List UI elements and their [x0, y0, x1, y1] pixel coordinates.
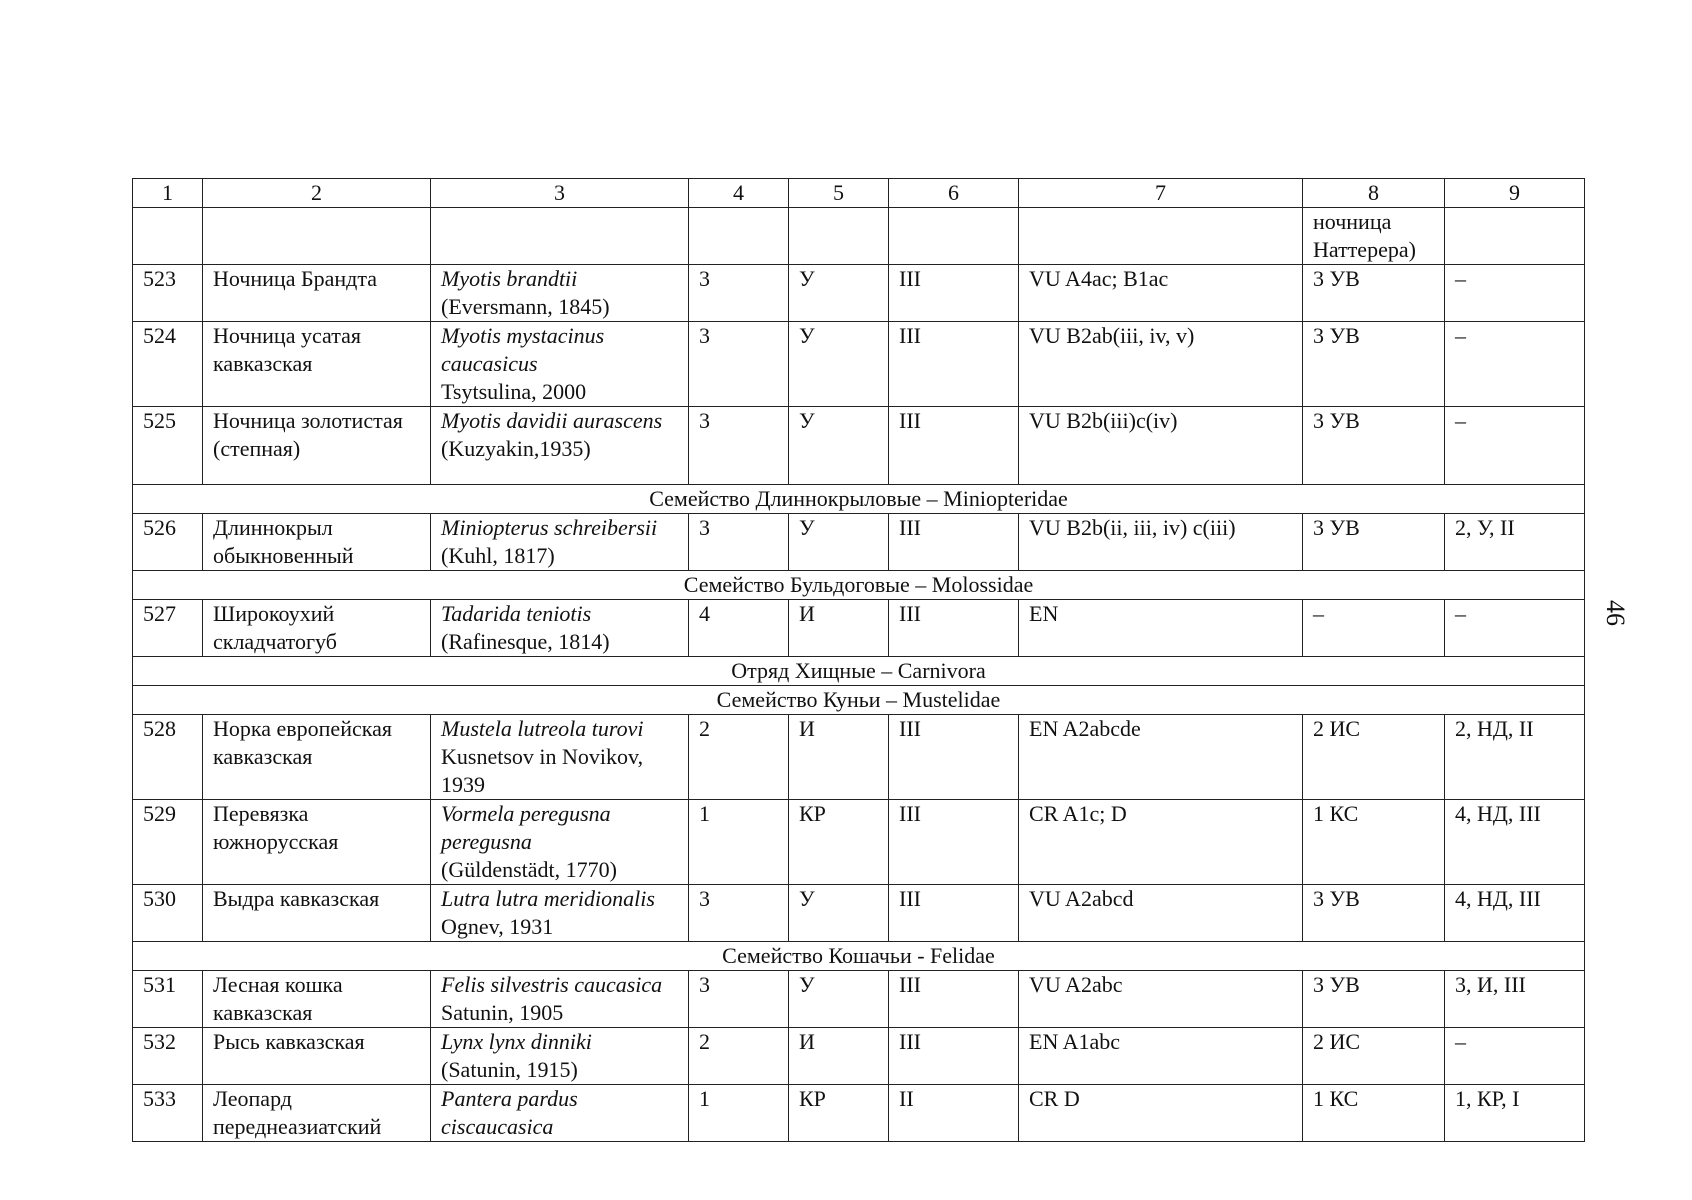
category-cell: 2 [689, 1028, 789, 1085]
priority-cell: II [889, 1085, 1019, 1142]
table-row [133, 514, 1585, 571]
iucn-criteria-cell: CR A1c; D [1019, 800, 1303, 885]
priority-cell [889, 208, 1019, 265]
priority-cell: III [889, 407, 1019, 485]
category-status-cell: 3 УВ [1303, 885, 1445, 942]
status-cell: У [789, 885, 889, 942]
category-cell: 3 [689, 322, 789, 407]
russian-name: Перевязка южнорусская [203, 800, 431, 885]
author-citation: (Satunin, 1915) [441, 1057, 578, 1082]
category-cell: 3 [689, 514, 789, 571]
category-status-cell: ночница Наттерера) [1303, 208, 1445, 265]
section-heading: Отряд Хищные – Carnivora [133, 657, 1585, 686]
latin-name-cell [431, 600, 689, 657]
latin-name: Myotis davidii aurascens [441, 408, 663, 433]
row-number: 525 [133, 407, 203, 485]
category-status-cell: – [1303, 600, 1445, 657]
iucn-criteria-cell: EN A1abc [1019, 1028, 1303, 1085]
status-cell: КР [789, 800, 889, 885]
column-number: 7 [1019, 179, 1303, 208]
row-number: 531 [133, 971, 203, 1028]
russian-name: Ночница Брандта [203, 265, 431, 322]
latin-name: Vormela peregusna peregusna [441, 801, 611, 854]
status-cell: И [789, 715, 889, 800]
russian-name: Выдра кавказская [203, 885, 431, 942]
federal-status-cell: – [1445, 407, 1585, 485]
russian-name: Ночница золотистая (степная) [203, 407, 431, 485]
table-row [133, 600, 1585, 657]
section-heading-row [133, 571, 1585, 600]
federal-status-cell: 2, У, II [1445, 514, 1585, 571]
category-cell: 4 [689, 600, 789, 657]
latin-name: Lynx lynx dinniki [441, 1029, 592, 1054]
federal-status-cell: – [1445, 265, 1585, 322]
column-number: 2 [203, 179, 431, 208]
iucn-criteria-cell: VU A2abcd [1019, 885, 1303, 942]
section-heading-row [133, 485, 1585, 514]
latin-name-cell [431, 514, 689, 571]
russian-name: Ночница усатая кавказская [203, 322, 431, 407]
latin-name: Pantera pardus ciscaucasica [441, 1086, 578, 1139]
column-number: 6 [889, 179, 1019, 208]
federal-status-cell: 4, НД, III [1445, 885, 1585, 942]
table-row [133, 208, 1585, 265]
status-cell: КР [789, 1085, 889, 1142]
row-number: 532 [133, 1028, 203, 1085]
table-row [133, 265, 1585, 322]
column-number: 4 [689, 179, 789, 208]
priority-cell: III [889, 885, 1019, 942]
federal-status-cell: – [1445, 600, 1585, 657]
russian-name: Рысь кавказская [203, 1028, 431, 1085]
federal-status-cell: – [1445, 1028, 1585, 1085]
row-number [133, 208, 203, 265]
latin-name-cell [431, 800, 689, 885]
latin-name-cell [431, 407, 689, 485]
priority-cell: III [889, 514, 1019, 571]
iucn-criteria-cell: EN A2abcde [1019, 715, 1303, 800]
latin-name: Myotis brandtii [441, 266, 578, 291]
row-number: 524 [133, 322, 203, 407]
russian-name [203, 208, 431, 265]
table-row [133, 322, 1585, 407]
column-number: 8 [1303, 179, 1445, 208]
federal-status-cell: 4, НД, III [1445, 800, 1585, 885]
priority-cell: III [889, 1028, 1019, 1085]
priority-cell: III [889, 971, 1019, 1028]
category-cell: 3 [689, 265, 789, 322]
status-cell: У [789, 971, 889, 1028]
latin-name-cell [431, 971, 689, 1028]
row-number: 533 [133, 1085, 203, 1142]
category-cell: 3 [689, 407, 789, 485]
federal-status-cell: 1, КР, I [1445, 1085, 1585, 1142]
iucn-criteria-cell: VU A4ac; B1ac [1019, 265, 1303, 322]
author-citation: Tsytsulina, 2000 [441, 379, 587, 404]
category-status-cell: 3 УВ [1303, 265, 1445, 322]
row-number: 523 [133, 265, 203, 322]
category-cell: 3 [689, 971, 789, 1028]
column-number: 1 [133, 179, 203, 208]
category-cell: 1 [689, 800, 789, 885]
category-cell: 1 [689, 1085, 789, 1142]
russian-name: Длиннокрыл обыкновенный [203, 514, 431, 571]
latin-name: Tadarida teniotis [441, 601, 592, 626]
author-citation: (Kuhl, 1817) [441, 543, 555, 568]
section-heading: Семейство Кошачьи - Felidae [133, 942, 1585, 971]
priority-cell: III [889, 600, 1019, 657]
priority-cell: III [889, 715, 1019, 800]
category-status-cell: 2 ИС [1303, 1028, 1445, 1085]
column-number: 3 [431, 179, 689, 208]
author-citation: Ognev, 1931 [441, 914, 554, 939]
category-cell: 2 [689, 715, 789, 800]
section-heading: Семейство Длиннокрыловые – Miniopteridae [133, 485, 1585, 514]
priority-cell: III [889, 265, 1019, 322]
status-cell: У [789, 514, 889, 571]
iucn-criteria-cell: CR D [1019, 1085, 1303, 1142]
table-row [133, 1028, 1585, 1085]
category-status-cell: 3 УВ [1303, 407, 1445, 485]
author-citation: Kusnetsov in Novikov, 1939 [441, 744, 644, 797]
column-number: 9 [1445, 179, 1585, 208]
page-number: 46 [1601, 600, 1630, 626]
latin-name: Mustela lutreola turovi [441, 716, 644, 741]
column-number: 5 [789, 179, 889, 208]
latin-name-cell [431, 715, 689, 800]
section-heading-row [133, 657, 1585, 686]
iucn-criteria-cell [1019, 208, 1303, 265]
row-number: 528 [133, 715, 203, 800]
latin-name: Miniopterus schreibersii [441, 515, 658, 540]
table-row [133, 885, 1585, 942]
category-status-cell: 3 УВ [1303, 971, 1445, 1028]
author-citation: (Kuzyakin,1935) [441, 436, 591, 461]
category-status-cell: 1 КС [1303, 800, 1445, 885]
table-row [133, 715, 1585, 800]
federal-status-cell: – [1445, 322, 1585, 407]
author-citation: Satunin, 1905 [441, 1000, 564, 1025]
author-citation: (Rafinesque, 1814) [441, 629, 610, 654]
status-cell [789, 208, 889, 265]
federal-status-cell: 2, НД, II [1445, 715, 1585, 800]
priority-cell: III [889, 322, 1019, 407]
category-status-cell: 1 КС [1303, 1085, 1445, 1142]
russian-name: Леопард переднеазиатский [203, 1085, 431, 1142]
author-citation: (Eversmann, 1845) [441, 294, 610, 319]
priority-cell: III [889, 800, 1019, 885]
section-heading: Семейство Куньи – Mustelidae [133, 686, 1585, 715]
category-status-cell: 2 ИС [1303, 715, 1445, 800]
status-cell: И [789, 1028, 889, 1085]
section-heading-row [133, 686, 1585, 715]
russian-name: Широкоухий складчатогуб [203, 600, 431, 657]
iucn-criteria-cell: VU A2abc [1019, 971, 1303, 1028]
category-cell [689, 208, 789, 265]
latin-name-cell [431, 265, 689, 322]
russian-name: Норка европейская кавказская [203, 715, 431, 800]
latin-name-cell [431, 1085, 689, 1142]
category-cell: 3 [689, 885, 789, 942]
latin-name: Myotis mystacinus caucasicus [441, 323, 605, 376]
row-number: 526 [133, 514, 203, 571]
author-citation: (Güldenstädt, 1770) [441, 857, 617, 882]
table-row [133, 971, 1585, 1028]
latin-name: Lutra lutra meridionalis [441, 886, 655, 911]
russian-name: Лесная кошка кавказская [203, 971, 431, 1028]
latin-name: Felis silvestris caucasica [441, 972, 663, 997]
federal-status-cell [1445, 208, 1585, 265]
row-number: 527 [133, 600, 203, 657]
section-heading: Семейство Бульдоговые – Molossidae [133, 571, 1585, 600]
category-status-cell: 3 УВ [1303, 322, 1445, 407]
iucn-criteria-cell: VU B2b(iii)c(iv) [1019, 407, 1303, 485]
latin-name-cell [431, 322, 689, 407]
table-row [133, 800, 1585, 885]
table-row [133, 1085, 1585, 1142]
row-number: 529 [133, 800, 203, 885]
category-status-cell: 3 УВ [1303, 514, 1445, 571]
status-cell: У [789, 322, 889, 407]
status-cell: И [789, 600, 889, 657]
row-number: 530 [133, 885, 203, 942]
status-cell: У [789, 265, 889, 322]
latin-name-cell [431, 1028, 689, 1085]
federal-status-cell: 3, И, III [1445, 971, 1585, 1028]
section-heading-row [133, 942, 1585, 971]
species-table [132, 178, 1585, 1142]
table-row [133, 407, 1585, 485]
latin-name-cell [431, 885, 689, 942]
iucn-criteria-cell: VU B2b(ii, iii, iv) c(iii) [1019, 514, 1303, 571]
iucn-criteria-cell: VU B2ab(iii, iv, v) [1019, 322, 1303, 407]
status-cell: У [789, 407, 889, 485]
iucn-criteria-cell: EN [1019, 600, 1303, 657]
latin-name-cell [431, 208, 689, 265]
column-number-row [133, 179, 1585, 208]
